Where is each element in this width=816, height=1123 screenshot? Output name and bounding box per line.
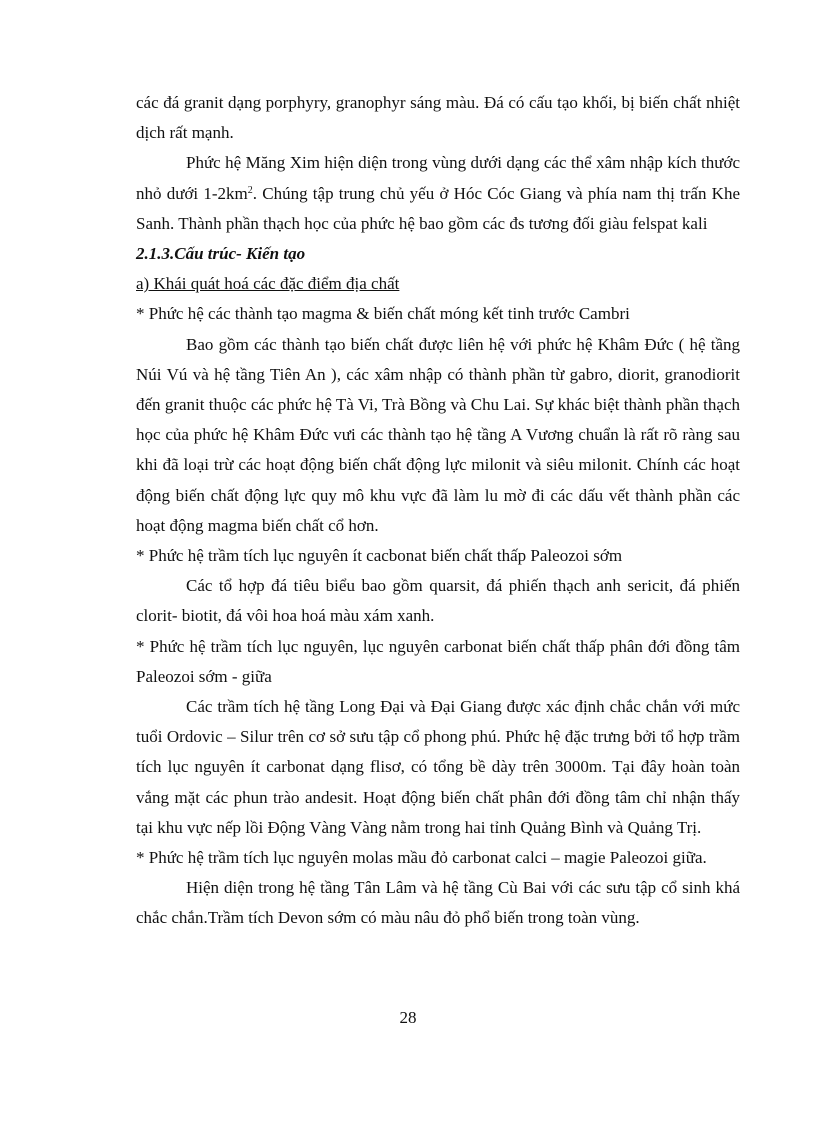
- document-body: [136, 88, 740, 934]
- paragraph-long-dai: Các trầm tích hệ tầng Long Đại và Đại Giang được xác định chắc chắn với mức tuổi Ordovic – Silur trên cơ sở sưu tập cổ phong phú. Phức hệ đặc trưng bởi tổ hợp trầm tích lục nguyên ít carbonat dạng flisơ, có tổng bề dày trên 3000m. Tại đây hoàn toàn vắng mặt các phun trào andesit. Hoạt động biến chất phân đới đồng tâm chỉ nhận thấy tại khu vực nếp lồi Động Vàng Vàng nằm trong hai tỉnh Quảng Bình và Quảng Trị.: [136, 697, 740, 837]
- bullet-early-paleozoic: * Phức hệ trầm tích lục nguyên ít cacbonat biến chất thấp Paleozoi sớm: [136, 546, 623, 566]
- section-heading: 2.1.3.Cấu trúc- Kiến tạo: [136, 244, 306, 264]
- paragraph-tan-lam: Hiện diện trong hệ tầng Tân Lâm và hệ tầng Cù Bai với các sưu tập cổ sinh khá chắc chắn.Trầm tích Devon sớm có màu nâu đỏ phổ biến trong toàn vùng.: [136, 878, 740, 928]
- superscript-2: 2: [247, 184, 253, 196]
- paragraph-mang-xim-text-b: . Chúng tập trung chủ yếu ở Hóc Cóc Giang và phía nam thị trấn Khe Sanh. Thành phần thạch học của phức hệ bao gồm các đs tương đối giàu felspat kali: [136, 183, 740, 233]
- bullet-precambrian: * Phức hệ các thành tạo magma & biến chất móng kết tinh trước Cambri: [136, 304, 630, 324]
- paragraph-rock-assemblage: Các tổ hợp đá tiêu biểu bao gồm quarsit, đá phiến thạch anh sericit, đá phiến clorit- biotit, đá vôi hoa hoá màu xám xanh.: [136, 576, 740, 626]
- paragraph-kham-duc: Bao gồm các thành tạo biến chất được liên hệ với phức hệ Khâm Đức ( hệ tầng Núi Vú và hệ tầng Tiên An ), các xâm nhập có thành phần từ gabro, diorit, granodiorit đến granit thuộc các phức hệ Tà Vi, Trà Bồng và Chu Lai. Sự khác biệt thành phần thạch học của phức hệ Khâm Đức vưi các thành tạo hệ tầng A Vương chuẩn là rất rõ ràng sau khi đã loại trừ các hoạt động biến chất động lực milonit và siêu milonit. Chính các hoạt động biến chất động lực quy mô khu vực đã làm lu mờ đi các dấu vết thành phần các hoạt động magma biến chất cổ hơn.: [136, 334, 740, 535]
- paragraph-mang-xim-text-a: Phức hệ Măng Xim hiện diện trong vùng dưới dạng các thể xâm nhập kích thước nhỏ dưới 1-2km: [136, 153, 740, 203]
- bullet-zoned-metamorphism: * Phức hệ trầm tích lục nguyên, lục nguyên carbonat biến chất thấp phân đới đồng tâm Paleozoi sớm - giữa: [136, 636, 740, 686]
- page-number: 28: [399, 1008, 417, 1027]
- subsection-heading: a) Khái quát hoá các đặc điểm địa chất: [136, 274, 400, 294]
- paragraph-mang-xim: [136, 148, 740, 239]
- bullet-molasse: * Phức hệ trầm tích lục nguyên molas mầu đỏ carbonat calci – magie Paleozoi giữa.: [136, 848, 707, 868]
- paragraph-granite: các đá granit dạng porphyry, granophyr sáng màu. Đá có cấu tạo khối, bị biến chất nhiệt dịch rất mạnh.: [136, 93, 740, 143]
